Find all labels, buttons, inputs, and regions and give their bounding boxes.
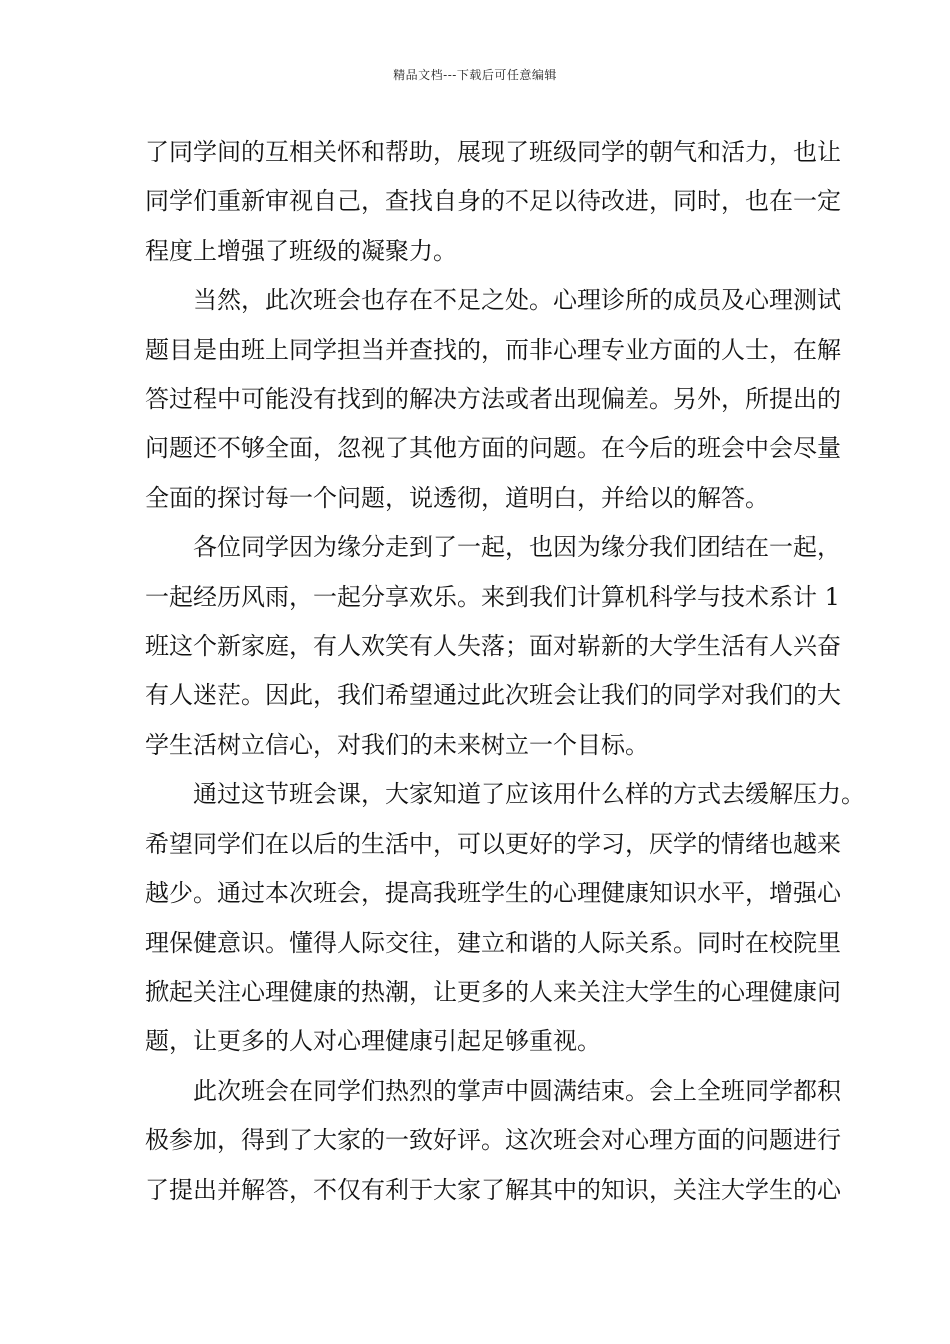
text-line: 通过这节班会课，大家知道了应该用什么样的方式去缓解压力。 bbox=[193, 780, 865, 809]
text-line: 同学们重新审视自己，查找自身的不足以待改进，同时，也在一定 bbox=[145, 187, 841, 216]
paragraph-2 bbox=[145, 276, 841, 523]
document-body bbox=[145, 128, 865, 1215]
text-line: 越少。通过本次班会，提高我班学生的心理健康知识水平，增强心 bbox=[145, 879, 841, 908]
text-line: 了提出并解答，不仅有利于大家了解其中的知识，关注大学生的心 bbox=[145, 1175, 841, 1204]
text-line: 题，让更多的人对心理健康引起足够重视。 bbox=[145, 1027, 601, 1056]
paragraph-1 bbox=[145, 128, 841, 276]
text-line: 一起经历风雨，一起分享欢乐。来到我们计算机科学与技术系计 1 bbox=[145, 582, 840, 611]
text-line: 有人迷茫。因此，我们希望通过此次班会让我们的同学对我们的大 bbox=[145, 681, 841, 710]
text-line: 希望同学们在以后的生活中，可以更好的学习，厌学的情绪也越来 bbox=[145, 829, 841, 858]
paragraph-5 bbox=[145, 1067, 841, 1215]
text-line: 题目是由班上同学担当并查找的，而非心理专业方面的人士，在解 bbox=[145, 335, 841, 364]
text-line: 班这个新家庭，有人欢笑有人失落；面对崭新的大学生活有人兴奋 bbox=[145, 632, 841, 661]
text-line: 极参加，得到了大家的一致好评。这次班会对心理方面的问题进行 bbox=[145, 1126, 841, 1155]
text-line: 程度上增强了班级的凝聚力。 bbox=[145, 236, 457, 265]
text-line: 此次班会在同学们热烈的掌声中圆满结束。会上全班同学都积 bbox=[193, 1076, 841, 1105]
page-header: 精品文档---下载后可任意编辑 bbox=[393, 68, 557, 82]
text-line: 理保健意识。懂得人际交往，建立和谐的人际关系。同时在校院里 bbox=[145, 928, 841, 957]
text-line: 当然，此次班会也存在不足之处。心理诊所的成员及心理测试 bbox=[193, 286, 841, 315]
text-line: 问题还不够全面，忽视了其他方面的问题。在今后的班会中会尽量 bbox=[145, 434, 841, 463]
text-line: 全面的探讨每一个问题，说透彻，道明白，并给以的解答。 bbox=[145, 483, 769, 512]
paragraph-3 bbox=[145, 523, 841, 770]
text-line: 答过程中可能没有找到的解决方法或者出现偏差。另外，所提出的 bbox=[145, 385, 841, 414]
text-line: 了同学间的互相关怀和帮助，展现了班级同学的朝气和活力，也让 bbox=[145, 138, 841, 166]
paragraph-4 bbox=[145, 770, 865, 1066]
text-line: 学生活树立信心，对我们的未来树立一个目标。 bbox=[145, 730, 649, 759]
text-line: 各位同学因为缘分走到了一起，也因为缘分我们团结在一起， bbox=[193, 533, 841, 562]
text-line: 掀起关注心理健康的热潮，让更多的人来关注大学生的心理健康问 bbox=[145, 977, 841, 1006]
